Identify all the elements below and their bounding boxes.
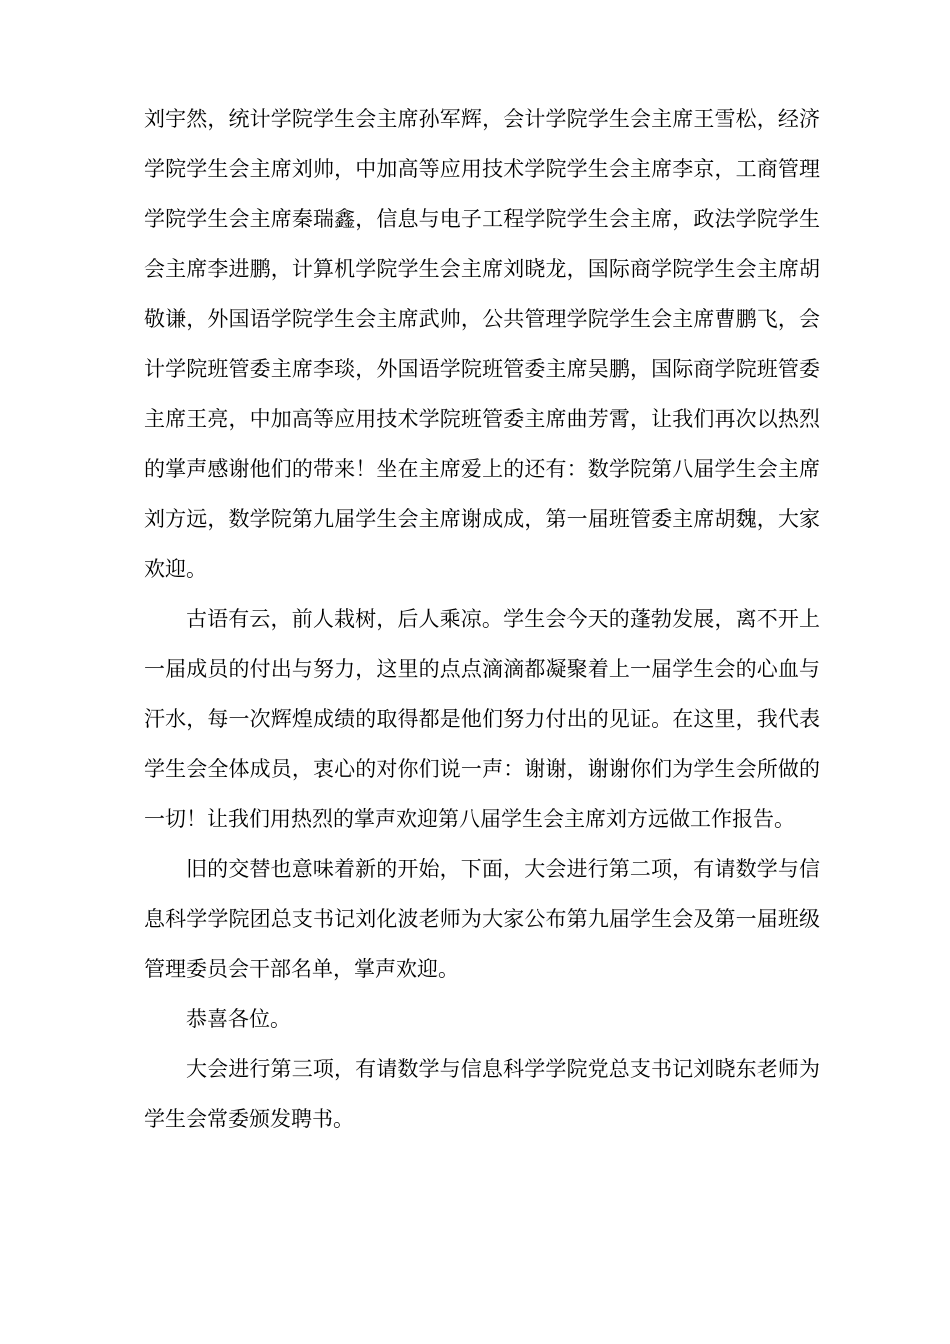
paragraph-2: 古语有云，前人栽树，后人乘凉。学生会今天的蓬勃发展，离不开上一届成员的付出与努力，这里的点点滴滴都凝聚着上一届学生会的心血与汗水，每一次辉煌成绩的取得都是他们努力付出的见证。在这里，我代表学生会全体成员，衷心的对你们说一声：谢谢，谢谢你们为学生会所做的一切！让我们用热烈的掌声欢迎第八届学生会主席刘方远做工作报告。 (144, 607, 820, 831)
paragraph-1: 刘宇然，统计学院学生会主席孙军辉，会计学院学生会主席王雪松，经济学院学生会主席刘帅，中加高等应用技术学院学生会主席李京，工商管理学院学生会主席秦瑞鑫，信息与电子工程学院学生会主席，政法学院学生会主席李进鹏，计算机学院学生会主席刘晓龙，国际商学院学生会主席胡敬谦，外国语学院学生会主席武帅，公共管理学院学生会主席曹鹏飞，会计学院班管委主席李琰，外国语学院班管委主席吴鹏，国际商学院班管委主席王亮，中加高等应用技术学院班管委主席曲芳霄，让我们再次以热烈的掌声感谢他们的带来！坐在主席爱上的还有：数学院第八届学生会主席刘方远，数学院第九届学生会主席谢成成，第一届班管委主席胡魏，大家欢迎。 (144, 107, 820, 581)
paragraph-4: 恭喜各位。 (186, 1007, 291, 1031)
paragraph-3: 旧的交替也意味着新的开始，下面，大会进行第二项，有请数学与信息科学学院团总支书记刘化波老师为大家公布第九届学生会及第一届班级管理委员会干部名单，掌声欢迎。 (144, 857, 820, 981)
paragraph-5: 大会进行第三项，有请数学与信息科学学院党总支书记刘晓东老师为学生会常委颁发聘书。 (144, 1057, 820, 1131)
document-body (144, 94, 820, 1144)
